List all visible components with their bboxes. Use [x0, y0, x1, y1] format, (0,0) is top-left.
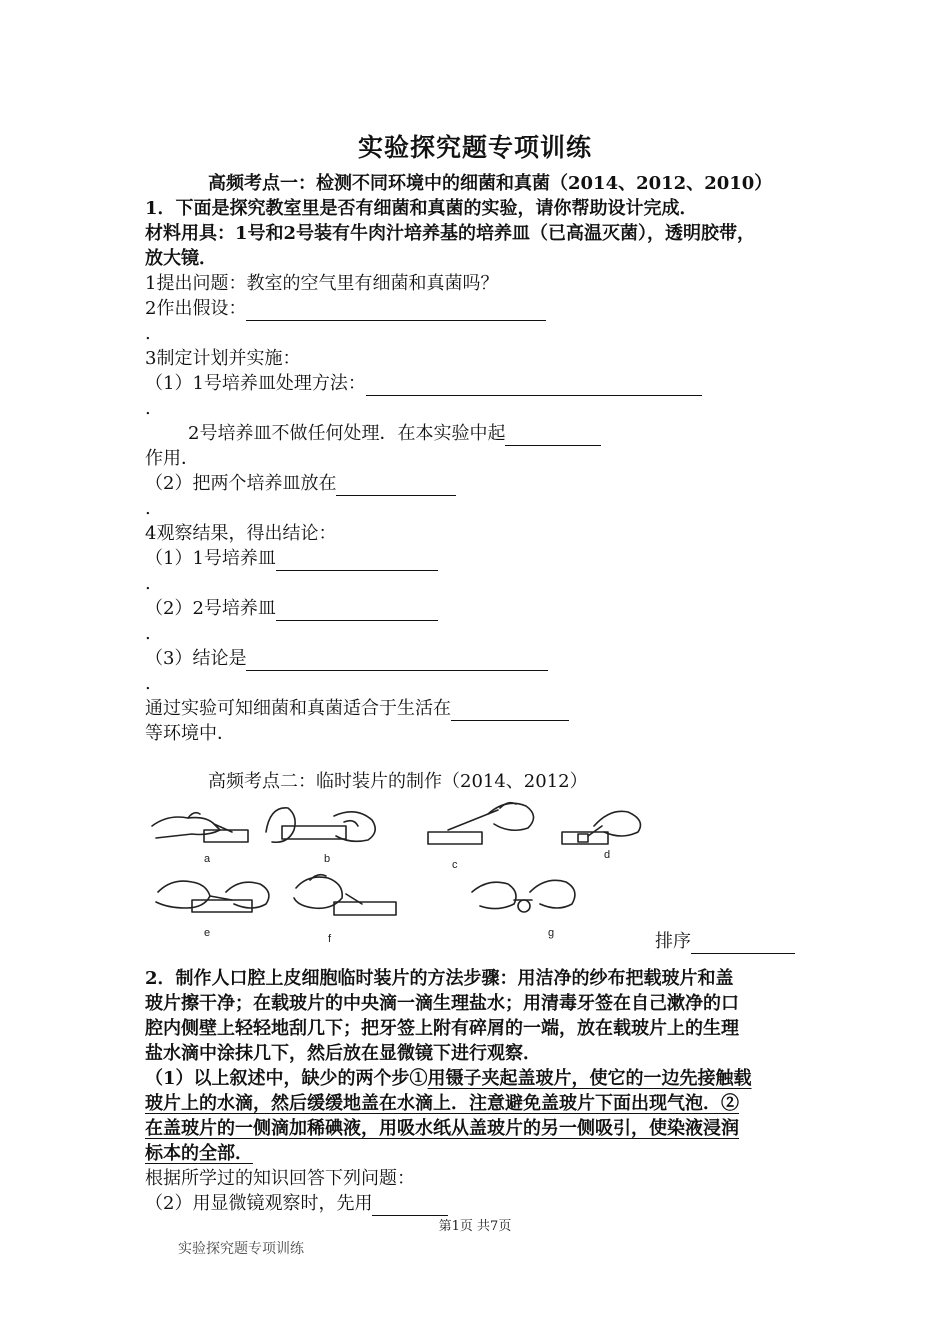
answer-blank-conclusion[interactable] [246, 650, 548, 671]
answer-blank-objective[interactable] [372, 1195, 448, 1216]
answer-blank-result1[interactable] [276, 550, 438, 571]
answer-blank-hypothesis[interactable] [246, 300, 546, 321]
figure-label-d: d [604, 849, 611, 861]
q1-step2-row [145, 297, 546, 321]
figure-label-f: f [328, 933, 332, 945]
step-g-illustration [472, 880, 575, 912]
q1-plan1-row [145, 372, 702, 396]
figure-label-e: e [204, 927, 211, 939]
q2-line2: 玻片擦干净；在载玻片的中央滴一滴生理盐水；用清毒牙签在自己漱净的口 [145, 993, 739, 1014]
q1-materials-line2: 放大镜． [145, 248, 217, 269]
footer-doc-title: 实验探究题专项训练 [178, 1241, 304, 1257]
period-mark: . [145, 323, 151, 344]
period-mark: . [145, 573, 151, 594]
q2-sub1-answer3: 在盖玻片的一侧滴加稀碘液，用吸水纸从盖玻片的另一侧吸引，使染液浸润 [145, 1118, 739, 1139]
step-b-illustration [266, 808, 375, 842]
q1-step3: 3制定计划并实施： [145, 348, 301, 369]
figure-label-c: c [452, 859, 458, 871]
q1-result3: （3）结论是 [145, 648, 247, 669]
q1-plan-dish2-end: 作用． [145, 448, 199, 469]
order-label: 排序 [655, 931, 691, 952]
q1-result3-row [145, 647, 548, 671]
step-c-illustration [428, 803, 534, 844]
q2-sub1-answer4: 标本的全部． [145, 1143, 253, 1164]
q1-plan2: （2）把两个培养皿放在 [145, 473, 337, 494]
step-d-illustration [562, 811, 640, 844]
section1-heading: 高频考点一：检测不同环境中的细菌和真菌（2014、2012、2010） [208, 173, 773, 194]
answer-blank-result2[interactable] [276, 600, 438, 621]
q1-conclusion-end: 等环境中． [145, 723, 235, 744]
q1-step1: 1提出问题：教室的空气里有细菌和真菌吗？ [145, 273, 499, 294]
answer-blank-environment[interactable] [451, 700, 569, 721]
q1-intro: 1．下面是探究教室里是否有细菌和真菌的实验，请你帮助设计完成． [145, 198, 698, 219]
order-row [655, 930, 795, 954]
figure-label-g: g [548, 927, 555, 939]
step-e-illustration [156, 881, 269, 912]
q1-step4: 4观察结果，得出结论： [145, 523, 337, 544]
answer-blank-placement[interactable] [336, 475, 456, 496]
step-a-illustration [152, 813, 248, 842]
q1-result2-row [145, 597, 438, 621]
figure-label-a: a [204, 853, 211, 865]
q2-sub1-answer2: 玻片上的水滴，然后缓缓地盖在水滴上．注意避免盖玻片下面出现气泡．② [145, 1093, 739, 1114]
q2-sub1-row [145, 1067, 752, 1091]
answer-blank-control-role[interactable] [505, 425, 601, 446]
period-mark: . [145, 398, 151, 419]
q2-line4: 盐水滴中涂抹几下，然后放在显微镜下进行观察． [145, 1043, 541, 1064]
period-mark: . [145, 498, 151, 519]
q1-step2: 2作出假设： [145, 298, 247, 319]
answer-blank-order[interactable] [691, 933, 795, 954]
q2-line3: 腔内侧壁上轻轻地刮几下；把牙签上附有碎屑的一端，放在载玻片上的生理 [145, 1018, 739, 1039]
slide-preparation-figure [148, 796, 668, 948]
q1-plan2-row [145, 472, 456, 496]
page-number: 第1页 共7页 [438, 1219, 512, 1234]
q2-followup: 根据所学过的知识回答下列问题： [145, 1168, 415, 1189]
q1-dish2-row [188, 422, 601, 446]
q1-plan-dish2: 2号培养皿不做任何处理．在本实验中起 [188, 423, 506, 444]
q2-sub2-row [145, 1192, 448, 1216]
q2-sub1-answer1: 用镊子夹起盖玻片，使它的一边先接触载 [427, 1068, 752, 1089]
q1-plan1: （1）1号培养皿处理方法： [145, 373, 366, 394]
q2-sub2: （2）用显微镜观察时，先用 [145, 1193, 373, 1214]
answer-blank-dish1-method[interactable] [366, 375, 702, 396]
figure-label-b: b [324, 853, 331, 865]
q1-result2: （2）2号培养皿 [145, 598, 276, 619]
q1-conclusion-row [145, 697, 569, 721]
q1-materials-line1: 材料用具：1号和2号装有牛肉汁培养基的培养皿（已高温灭菌），透明胶带， [145, 223, 756, 244]
page-title: 实验探究题专项训练 [357, 133, 592, 162]
period-mark: . [145, 673, 151, 694]
step-f-illustration [294, 875, 396, 915]
q1-result1: （1）1号培养皿 [145, 548, 276, 569]
section2-heading: 高频考点二：临时装片的制作（2014、2012） [208, 771, 588, 792]
q1-conclusion: 通过实验可知细菌和真菌适合于生活在 [145, 698, 451, 719]
period-mark: . [145, 623, 151, 644]
q2-line1: 2．制作人口腔上皮细胞临时装片的方法步骤：用洁净的纱布把载玻片和盖 [145, 968, 734, 989]
q2-sub1-prefix: （1）以上叙述中，缺少的两个步① [145, 1068, 428, 1089]
q1-result1-row [145, 547, 438, 571]
